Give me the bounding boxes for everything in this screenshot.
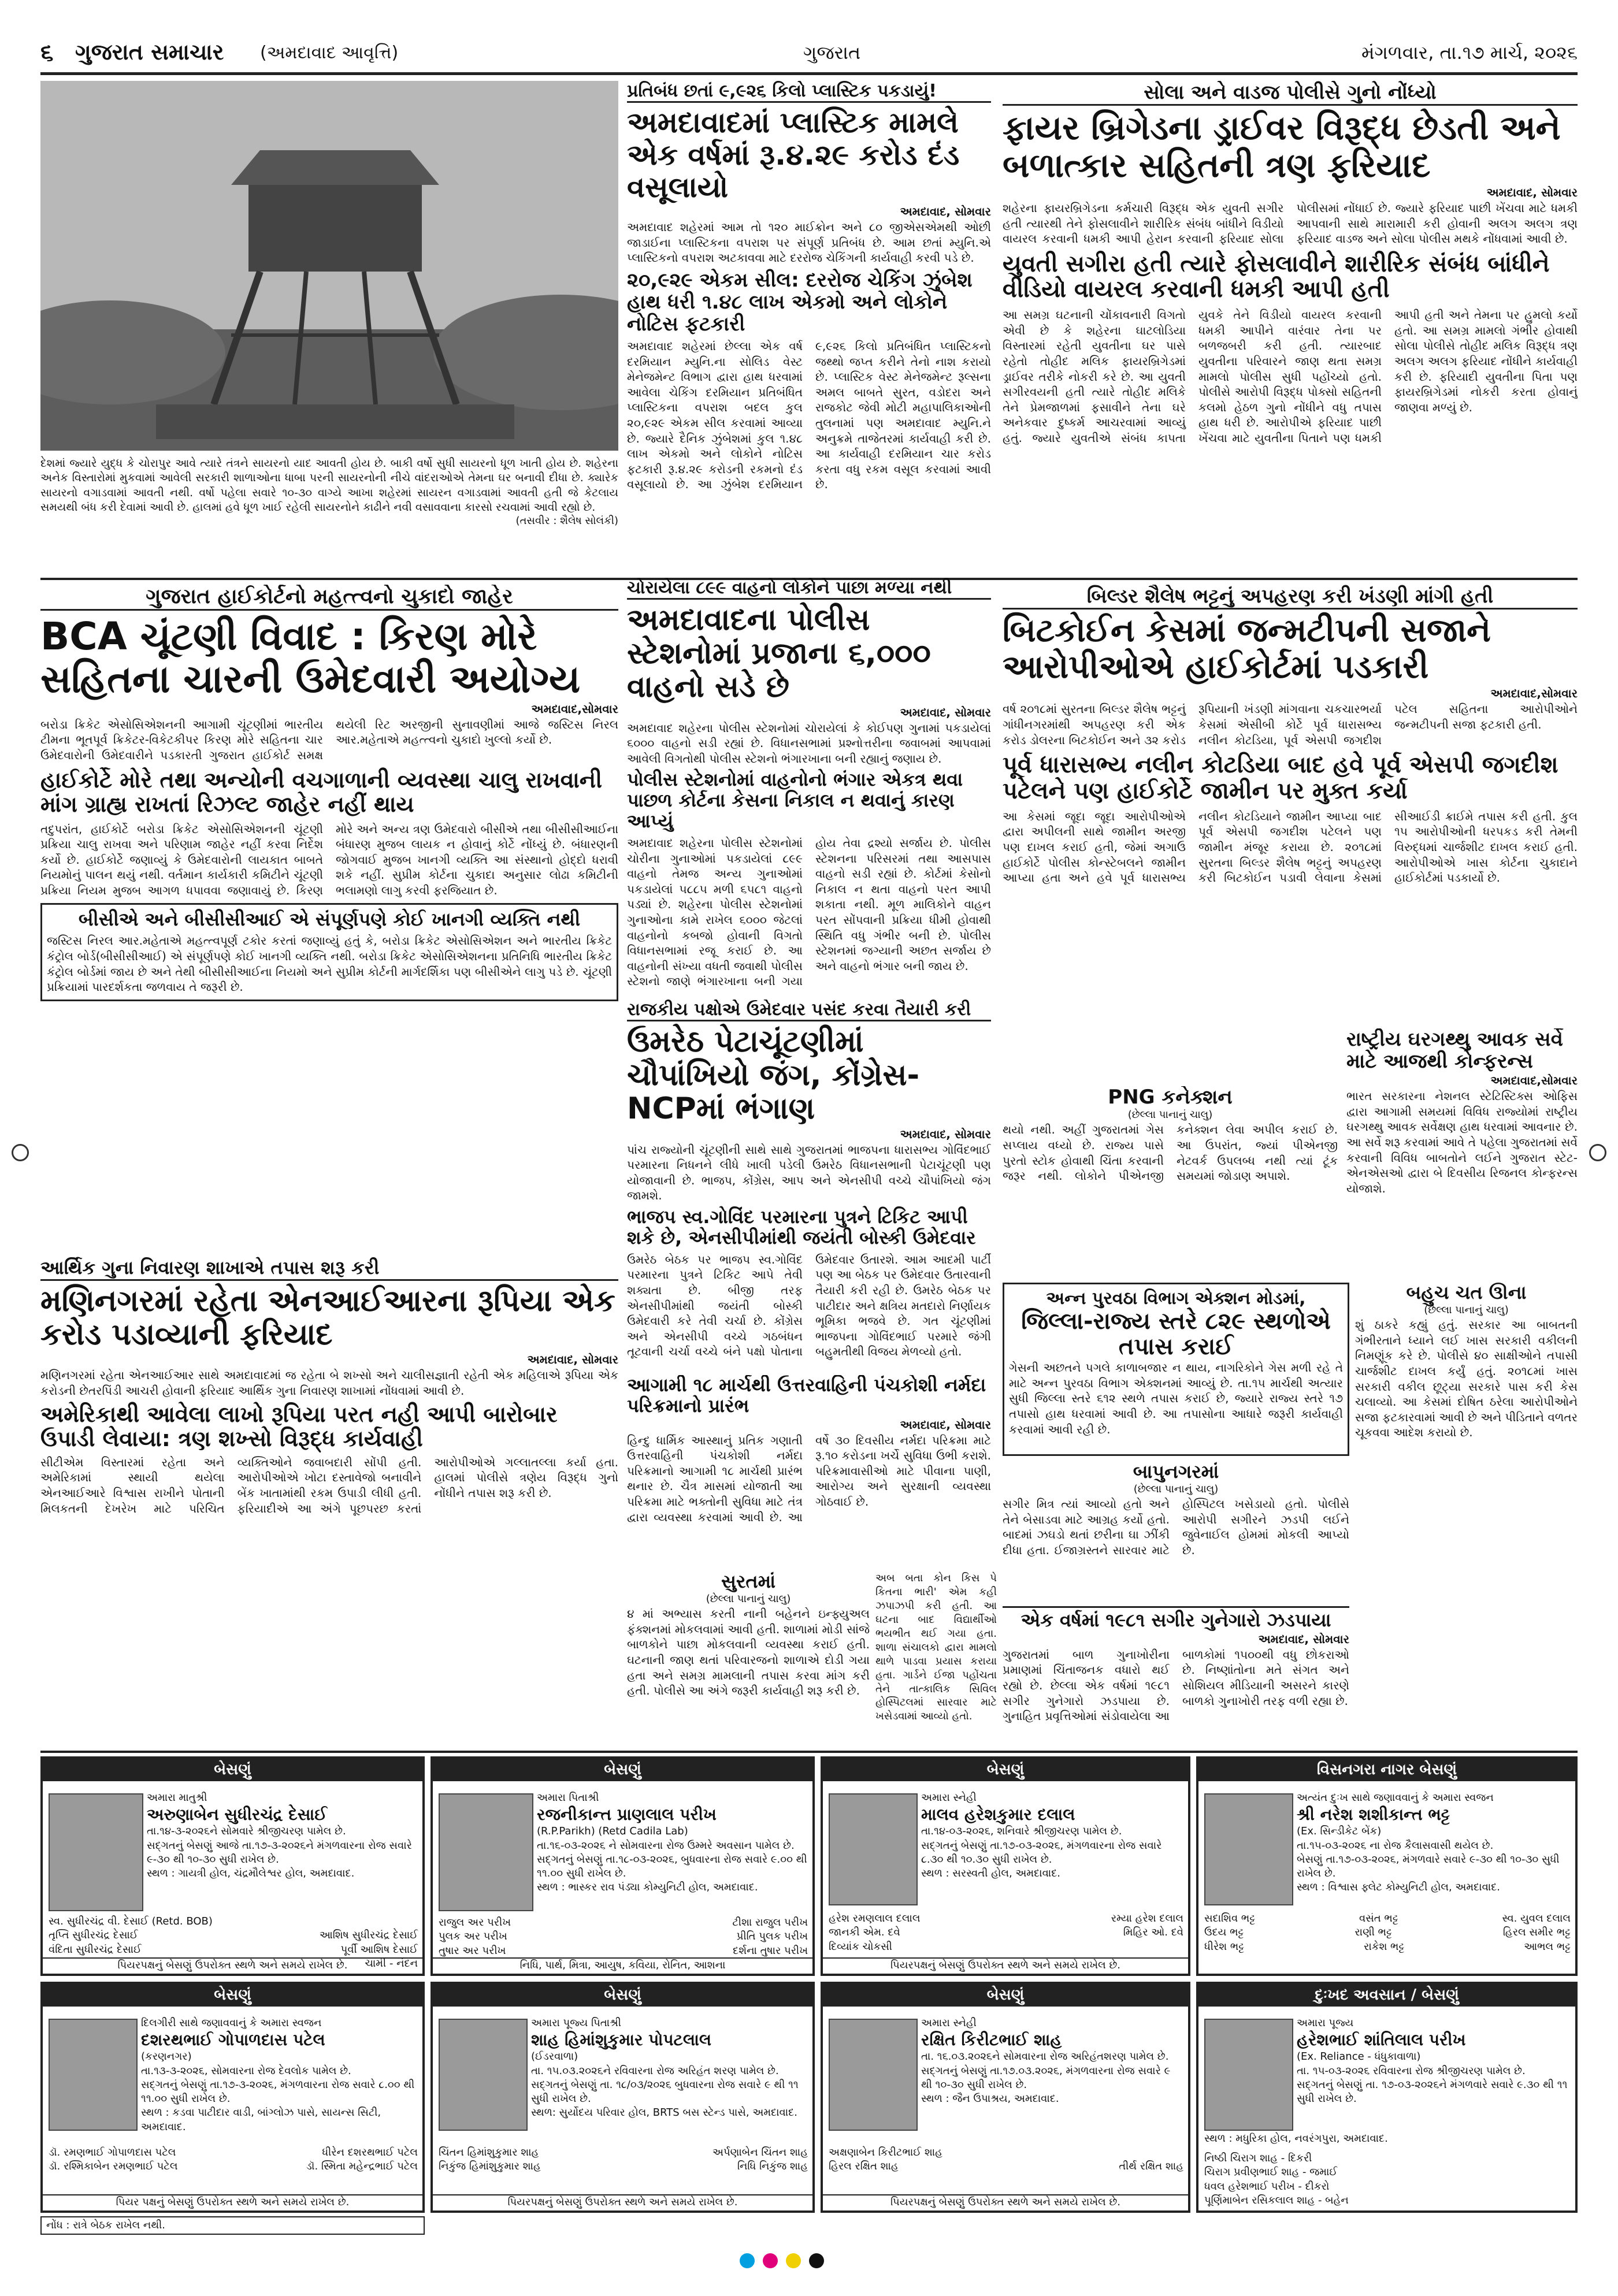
family-member: ચાર્મી - નંદન [365, 1957, 418, 1970]
color-dot [809, 2253, 824, 2268]
family-member: ધીરેશ ભટ્ટ [1204, 1940, 1245, 1953]
family-member: પૂર્ણિમાબેન રસિકલાલ શાહ - બહેન [1204, 2194, 1349, 2206]
color-dot [786, 2253, 801, 2268]
political-lead: પાંચ રાજ્યોની ચૂંટણીની સાથે સાથે ગુજરાતમાં ભાજપના ધારાસભ્ય ગોવિંદભાઈ પરમારના નિધનને લીધે ખાલી પડેલી ઉમરેઠ વિધાનસભાની પેટાચૂંટણી પણ યોજાવાની છે. ભાજપ, કોંગ્રેસ, આપ અને એનસીપી વચ્ચે ચૌપાંખિયો જંગ જામશે. [627, 1142, 991, 1203]
family-member: આભલ ભટ્ટ [1524, 1940, 1571, 1953]
obituary-line: તા. ૧૫.૦૩.૨૦૨૬ને રવિવારના રોજ અરિહંત શરણ પામેલ છે. [531, 2064, 779, 2077]
obituary-intro: અમારા પિતાશ્રી [537, 1792, 599, 1804]
bca-box-body: જસ્ટિસ નિરલ આર.મહેતાએ મહત્ત્વપૂર્ણ ટકોર કરતાં જણાવ્યું હતું કે, બરોડા ક્રિકેટ એસોસિએશન અને ભારતીય ક્રિકેટ કંટ્રોલ બોર્ડ(બીસીસીઆઈ) એ સંપૂર્ણપણે કોઈ ખાનગી વ્યક્તિ નથી. બરોડા ક્રિકેટ એસોસિએશનના પ્રતિનિધિ ભારતીય ક્રિકેટ કંટ્રોલ બોર્ડમાં જાય છે અને તેથી બીસીસીઆઈના નિયમો અને સુપ્રીમ કોર્ટની માર્ગદર્શિકા પણ બીસીએને લાગુ પડે છે. ચૂંટણી પ્રક્રિયામાં પારદર્શકતા જળવાય તે જરૂરી છે. [47, 934, 612, 994]
robbery-story [40, 1257, 618, 1736]
bca-headline: BCA ચૂંટણી વિવાદ : કિરણ મોરે સહિતના ચારની ઉમેદવારી અયોગ્ય [40, 614, 580, 701]
family-member: મિહિર ઓ. દવે [1123, 1926, 1183, 1939]
robbery-lead: મણિનગરમાં રહેતા એનઆઈઆર સાથે અમદાવાદમાં જ રહેતા બે શખ્સો અને ચાલીસજ્ઞાતી રહેતી એક મહિલાએ રૂપિયા એક કરોડની છેતરપિંડી આચરી હોવાની ફરિયાદ આર્થિક ગુના નિવારણ શાખામાં નોંધવામાં આવી છે. [40, 1368, 618, 1398]
obituary-name: હરેશભાઈ શાંતિલાલ પરીખ [1297, 2030, 1466, 2050]
family-member: પ્રીતિ પુલક પરીખ [736, 1930, 808, 1943]
vehicles-dateline: અમદાવાદ, સોમવાર [900, 705, 991, 719]
obituary-label: બેસણું [823, 1759, 1188, 1781]
color-dot [763, 2253, 778, 2268]
portrait-photo [439, 2019, 528, 2131]
narmada-story [627, 1375, 991, 1566]
obituary-footer: પિયરપક્ષનું બેસણું ઉપરોક્ત સ્થળે અને સમયે રાખેલ છે. [433, 2194, 812, 2209]
holi-story [1355, 1283, 1578, 1687]
ration-body: ગેસની અછતને પગલે કાળાબજાર ન થાય, નાગરિકોને ગેસ મળી રહે તે માટે અન્ન પુરવઠા વિભાગ એક્શનમાં આવ્યું છે. તા.૧૫ માર્ચથી અત્યાર સુધી જિલ્લા સ્તરે ૬૧૨ સ્થળે તપાસ કરાઈ છે, જ્યારે રાજ્ય સ્તરે ૧૭ તપાસો હાથ ધરવામાં આવી છે. આ તપાસોના આધારે જરૂરી કાર્યવાહી કરવામાં આવી રહી છે. [1009, 1361, 1343, 1436]
obituary-footer: પિયર પક્ષનું બેસણું ઉપરોક્ત સ્થળે અને સમયે રાખેલ છે. [43, 2194, 422, 2209]
obituary-line: તા.૧૪-૩-૨૦૨૬ને સોમવારે શ્રીજીચરણ પામેલ છે. [147, 1825, 346, 1838]
plastic-lead: અમદાવાદ શહેરમાં આમ તો ૧૨૦ માઈક્રોન અને ૮૦ જીએસએમથી ઓછી જાડાઈના પ્લાસ્ટિકના વપરાશ પર સંપૂર્ણ પ્રતિબંધ છે. આમ છતાં મ્યુનિ.એ પ્લાસ્ટિકનો વપરાશ અટકાવવા માટે દરરોજ ચેકિંગની કાર્યવાહી કરવી પડે છે. [627, 220, 991, 265]
obituary-label: દુઃખદ અવસાન / બેસણું [1198, 1984, 1575, 2007]
obituary-label: બેસણું [433, 1984, 812, 2007]
bitcoin-dateline: અમદાવાદ,સોમવાર [1490, 686, 1578, 701]
bca-dateline: અમદાવાદ,સોમવાર [531, 701, 618, 716]
robbery-dateline: અમદાવાદ, સોમવાર [527, 1353, 618, 1367]
bitcoin-story [1003, 585, 1578, 1024]
registration-mark [12, 1144, 29, 1161]
family-member: સદાશિવ ભટ્ટ [1204, 1912, 1256, 1925]
holi-continued: (છેલ્લા પાનાનું ચાલુ) [1424, 1303, 1509, 1316]
obituary-ad [431, 1982, 815, 2213]
family-member: દિવ્યાંક ચોકસી [829, 1940, 892, 1953]
obituary-line: બેસણું તા.૧૭-૦૩-૨૦૨૬, મંગળવારે સવારે ૯-૩૦ થી ૧૦-૩૦ સુધી રાખેલ છે. [1297, 1853, 1560, 1880]
bottom-note: નોંધ : રાત્રે બેઠક રાખેલ નથી. [40, 2216, 425, 2235]
obituary-ad [821, 1982, 1190, 2213]
plastic-kicker: પ્રતિબંધ છતાં ૯,૯૨૬ કિલો પ્લાસ્ટિક પકડાયું! [627, 81, 991, 103]
political-body: ઉમરેઠ બેઠક પર ભાજપ સ્વ.ગોવિંદ પરમારના પુત્રને ટિકિટ આપે તેવી શક્યતા છે. બીજી તરફ એનસીપીમાંથી જયંતી બોસ્કી ઉમેદવારી કરે તેવી ચર્ચા છે. કોંગ્રેસ અને એનસીપી વચ્ચે ગઠબંધન તૂટવાની ચર્ચા વચ્ચે બંને પક્ષો પોતાના ઉમેદવાર ઉતારશે. આમ આદમી પાર્ટી પણ આ બેઠક પર ઉમેદવાર ઉતારવાની તૈયારી કરી રહી છે. ઉમરેઠ બેઠક પર પાટીદાર અને ક્ષત્રિય મતદારો નિર્ણાયક ભૂમિકા ભજવે છે. ગત ચૂંટણીમાં ભાજપના ગોવિંદભાઈ પરમારે જંગી બહુમતીથી વિજય મેળવ્યો હતો. [627, 1252, 991, 1359]
bca-box-title: બીસીએ અને બીસીસીઆઈ એ સંપૂર્ણપણે કોઈ ખાનગી વ્યક્તિ નથી [78, 908, 581, 930]
family-member: આશિષ સુધીરચંદ્ર દેસાઈ [319, 1929, 418, 1942]
obituary-ad [431, 1756, 815, 1976]
family-member: ધીરેન દશરથભાઈ પટેલ [322, 2146, 418, 2158]
obituary-line: સ્થળ : વિશ્વાસ ફ્લેટ કોમ્યુનિટી હોલ, અમદાવાદ. [1297, 1881, 1501, 1894]
obituary-intro: દિલગીરી સાથે જણાવવાનું કે અમારા સ્વજન [141, 2017, 322, 2029]
family-member: સ્વ. સુધીરચંદ્ર વી. દેસાઈ (Retd. BOB) [49, 1915, 213, 1927]
juvenile-story [1003, 1606, 1349, 1745]
surat-body: ૪ માં અભ્યાસ કરતી નાની બહેનને ઇન્ફ્યુઅલ ફંક્શનમાં મોકલવામાં આવી હતી. શાળામાં મોડી સાંજે બાળકોને પાછા મોકલવાની વ્યવસ્થા કરાઈ હતી. ઘટનાની જાણ થતાં પરિવારજનો શાળાએ દોડી ગયા હતા અને સમગ્ર મામલાની તપાસ કરવા માંગ કરી હતી. પોલીસે આ અંગે જરૂરી કાર્યવાહી શરૂ કરી છે. [627, 1607, 870, 1698]
family-member: અર્પણાબેન ચિંતન શાહ [712, 2146, 808, 2158]
family-member: પુલક અર પરીખ [439, 1930, 507, 1943]
ration-story [1003, 1283, 1349, 1456]
vehicles-story [627, 578, 991, 994]
family-member: ચિંતન હિમાંશુકુમાર શાહ [439, 2146, 539, 2158]
obituary-ad [1196, 1982, 1578, 2213]
ration-headline: જિલ્લા-રાજ્ય સ્તરે ૮૨૯ સ્થળોએ તપાસ કરાઈ [1021, 1307, 1331, 1361]
obituary-intro: અમારા સ્નેહી [921, 1792, 977, 1804]
edition: (અમદાવાદ આવૃત્તિ) [260, 43, 399, 63]
png-continued: (છેલ્લા પાનાનું ચાલુ) [1127, 1109, 1213, 1121]
political-kicker: રાજકીય પક્ષોએ ઉમેદવાર પસંદ કરવા તૈયારી કરી [627, 1000, 991, 1021]
page-number: ૬ [40, 39, 54, 66]
portrait-photo [439, 1793, 533, 1911]
obituary-name: અરુણાબેન સુધીરચંદ્ર દેસાઈ [147, 1805, 327, 1825]
bapunagar-continued: (છેલ્લા પાનાનું ચાલુ) [1133, 1483, 1219, 1495]
portrait-photo [49, 1793, 143, 1911]
png-body: થયો નથી. અહીં ગુજરાતમાં ગેસ સપ્લાય વધ્યો છે. રાજ્ય પાસે પુરતો સ્ટોક હોવાથી ચિંતા કરવાની જરૂર નથી. લોકોને પીએનજી કનેક્શન લેવા અપીલ કરાઈ છે. આ ઉપરાંત, જ્યાં પીએનજી નેટવર્ક ઉપલબ્ધ નથી ત્યાં ટૂંક સમયમાં જોડાણ અપાશે. [1003, 1123, 1338, 1183]
obituary-line: સ્થળ : ભાસ્કર રાવ પંડ્યા કોમ્યુનિટી હોલ, અમદાવાદ. [537, 1881, 758, 1894]
family-member: ઉદય ભટ્ટ [1204, 1926, 1244, 1939]
vehicles-headline: અમદાવાદના પોલીસ સ્ટેશનોમાં પ્રજાના ૬,૦૦૦ વાહનો સડે છે [627, 603, 931, 705]
obituary-name: રજનીકાન્ત પ્રાણલાલ પરીખ [537, 1805, 717, 1825]
narmada-body: હિન્દુ ધાર્મિક આસ્થાનું પ્રતિક ગણાતી ઉત્તરવાહિની પંચકોશી નર્મદા પરિક્રમાનો આગામી ૧૮ માર્ચથી પ્રારંભ થનાર છે. ચૈત્ર માસમાં યોજાતી આ પરિક્રમા માટે ભક્તોની સુવિધા માટે તંત્ર દ્વારા વ્યવસ્થા કરવામાં આવી છે. આ વર્ષે ૩૦ દિવસીય નર્મદા પરિક્રમા માટે રૂ.૧૦ કરોડના ખર્ચે સુવિધા ઉભી કરાશે. પરિક્રમાવાસીઓ માટે પીવાના પાણી, આરોગ્ય અને સુરક્ષાની વ્યવસ્થા ગોઠવાઈ છે. [627, 1433, 991, 1524]
robbery-kicker: આર્થિક ગુના નિવારણ શાખાએ તપાસ શરૂ કરી [40, 1257, 618, 1281]
vehicles-kicker: ચોરાયેલા ૮૯૯ વાહનો લોકોને પાછા મળ્યા નથી [627, 578, 991, 600]
family-member: રાકેશ ભટ્ટ [1364, 1940, 1405, 1953]
obituary-sub: (ઈડરવાળા) [531, 2050, 578, 2063]
section-name: ગુજરાત [803, 42, 861, 64]
obituary-intro: અમારા માતુશ્રી [147, 1792, 207, 1804]
fire-body: આ સમગ્ર ઘટનાની ચોંકાવનારી વિગતો એવી છે કે શહેરના ઘાટલોડિયા વિસ્તારમાં રહેતી યુવતીના ઘર પાસે રહેતો તોહીદ મલિક ફાયરબ્રિગેડમાં ડ્રાઈવર તરીકે નોકરી કરે છે. આ યુવતી સગીરવયની હતી ત્યારે તોહીદ મલિકે તેને પ્રેમજાળમાં ફસાવીને તેના ઘરે અનેકવાર દુષ્કર્મ આચરવામાં આવ્યું હતું. જ્યારે યુવતીએ સંબંધ કાપતા યુવકે તેને વિડીયો વાયરલ કરવાની ધમકી આપીને વારંવાર તેના પર બળજબરી કરી હતી. ત્યારબાદ યુવતીના પરિવારને જાણ થતા સમગ્ર મામલો પોલીસ સુધી પહોંચ્યો હતો. પોલીસે આરોપી વિરૂદ્ધ પોક્સો સહિતની કલમો હેઠળ ગુનો નોંધીને વધુ તપાસ હાથ ધરી છે. આરોપીએ ફરિયાદ પાછી ખેંચવા માટે યુવતીના પિતાને પણ ધમકી આપી હતી અને તેમના પર હુમલો કર્યો હતો. આ સમગ્ર મામલો ગંભીર હોવાથી સોલા પોલીસે તોહીદ મલિક વિરૂદ્ધ ત્રણ અલગ અલગ ફરિયાદ નોંધીને કાર્યવાહી કરી છે. ફરિયાદી યુવતીના પિતા પણ ફાયરબ્રિગેડમાં નોકરી કરતા હોવાનું જાણવા મળ્યું છે. [1003, 308, 1578, 445]
family-member: ધવલ હરેશભાઈ પરીખ - દીકરો [1204, 2180, 1330, 2193]
water-tank-photo [40, 81, 618, 451]
obituary-line: તા. ૧૫-૦૩-૨૦૨૬ રવિવારના રોજ શ્રીજીચરણ પામેલ છે. [1297, 2064, 1526, 2077]
bca-lead: બરોડા ક્રિકેટ એસોસિએશનની આગામી ચૂંટણીમાં ભારતીય ટીમના ભૂતપૂર્વ ક્રિકેટર-વિકેટકીપર કિરણ મોરે સહિતના ચાર ઉમેદવારોની ઉમેદવારીને પડકારતી ગુજરાત હાઈકોર્ટ સમક્ષ થયેલી રિટ અરજીની સુનાવણીમાં આજે જસ્ટિસ નિરલ આર.મહેતાએ મહત્ત્વનો ચુકાદો ખુલ્લો કર્યો છે. [40, 717, 618, 762]
family-member: હરેશ રમણલાલ દલાલ [829, 1912, 921, 1925]
fire-headline: ફાયર બ્રિગેડના ડ્રાઈવર વિરૂદ્ધ છેડતી અને બળાત્કાર સહિતની ત્રણ ફરિયાદ [1003, 108, 1561, 185]
family-member: ડૉ. રમણભાઈ ગોપાળદાસ પટેલ [49, 2146, 176, 2158]
bapunagar-body: સગીર મિત્ર ત્યાં આવ્યો હતો અને તેને બેસાડવા માટે આગ્રહ કર્યો હતો. બાદમાં ઝઘડો થતાં છરીના ઘા ઝીંકી દીધા હતા. ઈજાગ્રસ્તને સારવાર માટે હોસ્પિટલ ખસેડાયો હતો. પોલીસે આરોપી સગીરને ઝડપી લઈને જુવેનાઈલ હોમમાં મોકલી આપ્યો છે. [1003, 1497, 1349, 1557]
obituary-label: બેસણું [43, 1759, 422, 1781]
family-member: તીર્થ રક્ષિત શાહ [1119, 2160, 1183, 2173]
fire-story [1003, 81, 1578, 572]
obituary-ad [40, 1756, 425, 1976]
robbery-headline: મણિનગરમાં રહેતા એનઆઈઆરના રૂપિયા એક કરોડ પડાવ્યાની ફરિયાદ [40, 1284, 615, 1353]
obituary-line: સ્થળ : ગાયત્રી હોલ, ચંદ્રમૌલેશ્વર હોલ, અમદાવાદ. [147, 1867, 355, 1880]
portrait-photo [1204, 2019, 1293, 2131]
surat-story [627, 1571, 870, 1745]
obituary-footer: પિયરપક્ષનું બેસણું ઉપરોક્ત સ્થળે અને સમયે રાખેલ છે. [823, 2194, 1188, 2209]
family-member: સ્વ. યુવલ દલાલ [1502, 1912, 1571, 1925]
vehicles-body: અમદાવાદ શહેરના પોલીસ સ્ટેશનોમાં ચોરીના ગુનાઓમાં પકડાયેલાં ૮૯૯ વાહનો તેમજ અન્ય ગુનાઓમાં પકડાયેલાં ૫૮૮૫ મળી ૬૫૮૧ વાહનો પડ્યાં છે. શહેરના પોલીસ સ્ટેશનોમાં ગુનાઓના કામે રાખેલ ૬૦૦૦ જેટલાં વાહનોનો કબજો હોવાની વિગતો વિધાનસભામાં રજૂ કરાઈ છે. આ વાહનોની સંખ્યા વધતી જવાથી પોલીસ સ્ટેશનો જાણે ભંગારખાના બની ગયા હોય તેવા દ્રશ્યો સર્જાય છે. પોલીસ સ્ટેશનના પરિસરમાં તથા આસપાસ વાહનો સડી રહ્યાં છે. કોર્ટમાં કેસોનો નિકાલ ન થતા વાહનો પરત આપી શકાતા નથી. મૂળ માલિકોને વાહન પરત સોંપવાની પ્રક્રિયા ધીમી હોવાથી સ્થિતિ વધુ ગંભીર બની છે. પોલીસ સ્ટેશનમાં જગ્યાની અછત સર્જાય છે અને વાહનો ભંગાર બની જાય છે. [627, 835, 991, 989]
family-member: રમ્યા હરેશ દલાલ [1111, 1912, 1183, 1925]
narmada-headline: આગામી ૧૮ માર્ચથી ઉત્તરવાહિની પંચકોશી નર્મદા પરિક્રમાનો પ્રારંભ [627, 1375, 986, 1417]
obituary-name: શ્રી નરેશ શશીકાન્ત ભટ્ટ [1297, 1805, 1450, 1825]
obituary-label: બેસણું [43, 1984, 422, 2007]
family-member: હિરલ રક્ષિત શાહ [829, 2160, 899, 2173]
portrait-photo [829, 1793, 918, 1905]
kya-story [875, 1571, 997, 1745]
plastic-story [627, 81, 991, 572]
family-member: તુષાર અર પરીખ [439, 1944, 506, 1957]
bca-kicker: ગુજરાત હાઈકોર્ટનો મહત્ત્વનો ચુકાદો જાહેર [40, 585, 618, 611]
obituary-footer: પિયરપક્ષનું બેસણું ઉપરોક્ત સ્થળે અને સમયે રાખેલ છે. [43, 1957, 422, 1972]
family-member: અક્ષણાબેન કિરીટભાઈ શાહ [829, 2146, 942, 2158]
family-member: તૃપ્તિ સુધીરચંદ્ર દેસાઈ [49, 1929, 138, 1942]
obituary-line: સદ્ગતનું બેસણું આજે તા.૧૭-૩-૨૦૨૬ને મંગળવારના રોજ સવારે ૯-૩૦ થી ૧૦-૩૦ સુધી રાખેલ છે. [147, 1839, 412, 1866]
obituary-sub: (કરણનગર) [141, 2050, 192, 2063]
ration-kicker: અન્ન પુરવઠા વિભાગ એક્શન મોડમાં, [1046, 1288, 1306, 1309]
family-member: ડૉ. સ્મિતા મહેન્દ્રભાઈ પટેલ [306, 2160, 418, 2173]
fire-lead: શહેરના ફાયરબ્રિગેડના કર્મચારી વિરૂદ્ધ એક યુવતી સગીર હતી ત્યારથી તેને ફોસલાવીને શારીરિક સંબંધ બાંધીને વિડીયો વાયરલ કરવાની ધમકી આપી હેરાન કરવાની ફરિયાદ સોલા પોલીસમાં નોંધાઈ છે. જ્યારે ફરિયાદ પાછી ખેંચવા માટે ધમકી આપવાની સાથે મારામારી કરી હોવાની અલગ અલગ ત્રણ ફરિયાદ વાડજ અને સોલા પોલીસ મથકે નોંધવામાં આવી છે. [1003, 200, 1578, 246]
obituary-line: તા.૧૫-૦૩-૨૦૨૬ ના રોજ કૈલાસવાસી થયેલ છે. [1297, 1839, 1494, 1852]
political-subhead: ભાજપ સ્વ.ગોવિંદ પરમારના પુત્રને ટિકિટ આપી શકે છે, એનસીપીમાંથી જયંતી બોસ્કી ઉમેદવાર [627, 1206, 976, 1249]
date: મંગળવાર, તા.૧૭ માર્ચ, ૨૦૨૬ [1361, 42, 1578, 64]
photo-caption: દેશમાં જ્યારે યુદ્ધ કે ચોરાપુર આવે ત્યારે તંત્રને સાયરનો યાદ આવતી હોય છે. બાકી વર્ષો સુધી સાયરનો ધૂળ ખાતી હોય છે. શહેરના અનેક વિસ્તારોમાં મુકવામાં આવેલી સરકારી શાળાઓના ધાબા પરની સાયરનોની નીચે વાંદરાઓએ તેમના ઘર બનાવી દીધા છે. ક્યારેક સાયરનો વગાડવામાં આવતી નથી. વર્ષો પહેલા સવારે ૧૦-૩૦ વાગ્યે આખા શહેરમાં સાયરન વગાડવામાં આવતી હતી જે કેટલાય સમયથી બંધ કરી દેવામાં આવી છે. હાલમાં હવે ધૂળ ખાઈ રહેલી સાયરનોને કાઢીને નવી વસાવવાના કારસો રચવામાં આવી રહ્યો છે. [40, 457, 618, 514]
census-headline: રાષ્ટ્રીય ઘરગથ્થુ આવક સર્વે માટે આજથી કોન્ફરન્સ [1346, 1028, 1563, 1073]
family-member: ડૉ. રશ્મિકાબેન રમણભાઈ પટેલ [49, 2160, 178, 2173]
family-member: રાજુલ અર પરીખ [439, 1916, 511, 1929]
bapunagar-story [1003, 1462, 1349, 1600]
plastic-body: અમદાવાદ શહેરમાં છેલ્લા એક વર્ષ દરમિયાન મ્યુનિ.ના સોલિડ વેસ્ટ મેનેજમેન્ટ વિભાગ દ્વારા હાથ ધરવામાં આવેલા ચેકિંગ દરમિયાન પ્રતિબંધિત પ્લાસ્ટિકના વપરાશ બદલ કુલ ૨૦,૯૨૯ એકમ સીલ કરવામાં આવ્યા છે. જ્યારે દૈનિક ઝુંબેશમાં કુલ ૧.૪૮ લાખ એકમો અને લોકોને નોટિસ ફટકારી રૂ.૪.૨૯ કરોડની રકમનો દંડ વસૂલાયો છે. આ ઝુંબેશ દરમિયાન ૯,૯૨૬ કિલો પ્રતિબંધિત પ્લાસ્ટિકનો જથ્થો જપ્ત કરીને તેનો નાશ કરાયો છે. પ્લાસ્ટિક વેસ્ટ મેનેજમેન્ટ રૂલ્સના અમલ બાબતે સુરત, વડોદરા અને રાજકોટ જેવી મોટી મહાપાલિકાઓની તુલનામાં પણ અમદાવાદ મ્યુનિ.ને અનુક્રમે તાજેતરમાં કાર્યવાહી કરી છે. આ કાર્યવાહી દરમિયાન ચાર કરોડ કરતા વધુ રકમ વસૂલ કરવામાં આવી છે. [627, 339, 991, 492]
political-dateline: અમદાવાદ, સોમવાર [900, 1127, 991, 1141]
plastic-headline: અમદાવાદમાં પ્લાસ્ટિક મામલે એક વર્ષમાં રૂ.૪.૨૯ કરોડ દંડ વસૂલાયો [627, 106, 960, 204]
obituary-name: દશરથભાઈ ગોપાળદાસ પટેલ [141, 2030, 325, 2050]
png-story [1003, 1086, 1338, 1277]
juvenile-dateline: અમદાવાદ, સોમવાર [1258, 1632, 1349, 1646]
obituary-footer: નિધિ, પાર્થ, મિત્રા, આયુષ, કવિયા, રોનિત, આશના [433, 1957, 812, 1972]
vehicles-lead: અમદાવાદ શહેરના પોલીસ સ્ટેશનોમાં ચોરાયેલાં કે કોઈપણ ગુનામાં પકડાયેલાં ૬૦૦૦ વાહનો સડી રહ્યાં છે. વિધાનસભામાં પ્રશ્નોત્તરીના જવાબમાં આપવામાં આવેલી વિગતોથી પોલીસ સ્ટેશનો ભંગારખાના બની રહ્યાનું જણાય છે. [627, 720, 991, 766]
bca-subhead: હાઈકોર્ટે મોરે તથા અન્યોની વચગાળાની વ્યવસ્થા ચાલુ રાખવાની માંગ ગ્રાહ્ય રાખતાં રિઝલ્ટ જાહેર નહીં થાય [40, 767, 602, 818]
portrait-photo [829, 2019, 918, 2131]
family-member: રાણી ભટ્ટ [1354, 1926, 1392, 1939]
family-member: દર્શના તુષાર પરીખ [733, 1944, 808, 1957]
plastic-subhead: ૨૦,૯૨૯ એકમ સીલ: દરરોજ ચેકિંગ ઝુંબેશ હાથ ધરી ૧.૪૮ લાખ એકમો અને લોકોને નોટિસ ફટકારી [627, 268, 973, 336]
photo-credit: (તસવીર : શૈલેષ સોલંકી) [515, 515, 618, 527]
family-member: વસંત ભટ્ટ [1359, 1912, 1398, 1925]
obituary-intro: અમારા પૂજ્ય [1297, 2017, 1354, 2029]
obituary-line: સ્થળ : સરસ્વતી હોલ, અમદાવાદ. [921, 1867, 1061, 1880]
family-member: ટીશા રાજુલ પરીખ [732, 1916, 808, 1929]
color-dot [740, 2253, 755, 2268]
political-story [627, 1000, 991, 1369]
obituary-footer: પિયરપક્ષનું બેસણું ઉપરોક્ત સ્થળે અને સમયે રાખેલ છે. [823, 1957, 1188, 1972]
obituary-intro: અત્યંત દુઃખ સાથે જણાવવાનું કે અમારા સ્વજન [1297, 1792, 1494, 1804]
obituary-label: વિસનગરા નાગર બેસણું [1198, 1759, 1575, 1781]
narmada-dateline: અમદાવાદ, સોમવાર [900, 1417, 991, 1432]
juvenile-body: ગુજરાતમાં બાળ ગુનાખોરીના પ્રમાણમાં ચિંતાજનક વધારો થઈ રહ્યો છે. છેલ્લા એક વર્ષમાં ૧૯૮૧ સગીર ગુનેગારો ઝડપાયા છે. ગુનાહિત પ્રવૃત્તિઓમાં સંડોવાયેલા આ બાળકોમાં ૧૫૦૦થી વધુ છોકરાઓ છે. નિષ્ણાંતોના મતે સંગત અને સોશિયલ મીડિયાની અસરને કારણે બાળકો ગુનાખોરી તરફ વળી રહ્યા છે. [1003, 1647, 1349, 1723]
obituary-sub: (R.P.Parikh) (Retd Cadila Lab) [537, 1825, 688, 1838]
bca-body: તદુપરાંત, હાઈકોર્ટે બરોડા ક્રિકેટ એસોસિએશનની ચૂંટણી પ્રક્રિયા ચાલુ રાખવા અને પરિણામ જાહેર નહીં કરવા નિર્દેશ કર્યો છે. હાઈકોર્ટે જણાવ્યું કે ઉમેદવારોની લાયકાત બાબતે નિયમોનું પાલન થયું નથી. વર્તમાન કાર્યકારી કમિટીને ચૂંટણી પ્રક્રિયા નિયમ મુજબ આગળ ધપાવવા જણાવાયું છે. કિરણ મોરે અને અન્ય ત્રણ ઉમેદવારો બીસીએ તથા બીસીસીઆઈના બંધારણ મુજબ લાયક ન હોવાનું કોર્ટે નોંધ્યું છે. બંધારણની જોગવાઈ મુજબ ખાનગી વ્યક્તિ આ સંસ્થાનો હોદ્દો ધરાવી શકે નહીં. સુપ્રીમ કોર્ટના ચુકાદા અનુસાર લોઢા કમિટીની ભલામણો લાગુ કરવી ફરજિયાત છે. [40, 822, 618, 898]
plastic-dateline: અમદાવાદ, સોમવાર [900, 205, 991, 218]
vehicles-subhead: પોલીસ સ્ટેશનોમાં વાહનોનો ભંગાર એકત્ર થવા પાછળ કોર્ટના કેસના નિકાલ ન થવાનું કારણ આપ્યું [627, 768, 963, 833]
surat-continued: (છેલ્લા પાનાનું ચાલુ) [706, 1592, 791, 1605]
png-headline: PNG કનેક્શન [1108, 1086, 1233, 1109]
census-story [1346, 1028, 1578, 1277]
portrait-photo [49, 2019, 138, 2131]
obituary-intro: અમારા પૂજ્ય પિતાશ્રી [531, 2017, 621, 2029]
kya-body: અબ બતા કોન કિસ પે કિતના ભારી' એમ કહી ઝપાઝપી કરી હતી. આ ઘટના બાદ વિદ્યાર્થીઓ ભયભીત થઈ ગયા હતા. શાળા સંચાલકો દ્વારા મામલો થાળે પાડવા પ્રયાસ કરાયા હતા. ગાર્ડને ઈજા પહોંચતા તેને તાત્કાલિક સિવિલ હોસ્પિટલમાં સારવાર માટે ખસેડવામાં આવ્યો હતો. [875, 1572, 997, 1723]
registration-mark [1589, 1144, 1606, 1161]
obituary-sub: (Ex. સિન્ડીકેટ બેંક) [1297, 1825, 1382, 1838]
portrait-photo [1204, 1793, 1293, 1905]
political-headline: ઉમરેઠ પેટાચૂંટણીમાં ચૌપાંખિયો જંગ, કોંગ્રેસ-NCPમાં ભંગાણ [627, 1024, 920, 1127]
obituary-line: તા.૧૬-૦૩-૨૦૨૬ ને સોમવારના રોજ ઉમ્મરે અવસાન પામેલ છે. [537, 1839, 795, 1852]
holi-body: શું ઠાકરે કહ્યું હતું. સરકાર આ બાબતની ગંભીરતાને ધ્યાને લઈ ખાસ સરકારી વકીલની નિમણૂંક કરે છે. પોલીસે ૪૦ સાક્ષીઓને તપાસી ચાર્જશીટ દાખલ કર્યું હતું. ૨૦૧૮માં ખાસ સરકારી વકીલ છૂટ્યા સરકારે પાસ કરી કેસ ચલાવ્યો. આ કેસમાં દોષિત ઠરેલા આરોપીઓને સજા ફટકારવામાં આવી છે અને પીડિતાને વળતર ચૂકવવા આદેશ કરાયો છે. [1355, 1318, 1578, 1440]
census-body: ભારત સરકારના નેશનલ સ્ટેટિસ્ટિક્સ ઓફિસ દ્વારા આગામી સમયમાં વિવિધ રાજ્યોમાં રાષ્ટ્રીય ઘરગથ્થુ આવક સર્વેક્ષણ હાથ ધરવામાં આવનાર છે. આ સર્વે શરૂ કરવામાં આવે તે પહેલા ગુજરાતમાં સર્વે કરવાની વિવિધ બાબતોને લઈને ગુજરાત સ્ટેટ-એનએસઓ દ્વારા બે દિવસીય રિજનલ કોન્ફરન્સ યોજાશે. [1346, 1089, 1578, 1195]
robbery-body: સીટીએમ વિસ્તારમાં રહેતા અને અમેરિકામાં સ્થાયી થયેલા એનઆઈઆરે વિશ્વાસ રાખીને પોતાની મિલકતની દેખરેખ માટે પરિચિત વ્યક્તિઓને જવાબદારી સોંપી હતી. આરોપીઓએ ખોટા દસ્તાવેજો બનાવીને બેંક ખાતામાંથી રકમ ઉપાડી લીધી હતી. ફરિયાદીએ આ અંગે પૂછપરછ કરતાં આરોપીઓએ ગલ્લાતલ્લા કર્યા હતા. હાલમાં પોલીસે ત્રણેય વિરૂદ્ધ ગુનો નોંધીને તપાસ શરૂ કરી છે. [40, 1455, 618, 1515]
family-member: ચિરાગ પ્રવીણભાઈ શાહ - જમાઈ [1204, 2166, 1338, 2179]
obituary-name: માલવ હરેશકુમાર દલાલ [921, 1805, 1075, 1825]
bitcoin-subhead: પૂર્વ ધારાસભ્ય નલીન કોટડિયા બાદ હવે પૂર્વ એસપી જગદીશ પટેલને પણ હાઈકોર્ટે જામીન પર મુક્ત કર્યા [1003, 752, 1558, 805]
family-member: વંદિતા સુધીરચંદ્ર દેસાઈ [49, 1943, 142, 1956]
obituary-name: રક્ષિત કિરીટભાઈ શાહ [921, 2030, 1062, 2050]
obituary-label: બેસણું [823, 1984, 1188, 2007]
bca-story [40, 585, 618, 1249]
divider [40, 1751, 1578, 1753]
obituary-line: સદ્ગતનું બેસણું તા.૧૭-૩-૨૦૨૬, મંગળવારના રોજ સવારે ૮.૦૦ થી ૧૧.૦૦ સુધી રાખેલ છે. [141, 2078, 415, 2105]
robbery-subhead: અમેરિકાથી આવેલા લાખો રૂપિયા પરત નહી આપી બારોબાર ઉપાડી લેવાયા: ત્રણ શખ્સો વિરૂદ્ધ કાર્યવાહી [40, 1401, 558, 1452]
juvenile-headline: એક વર્ષમાં ૧૯૮૧ સગીર ગુનેગારો ઝડપાયા [1003, 1606, 1349, 1631]
family-member: પૂર્વી આશિષ દેસાઈ [340, 1943, 418, 1956]
obituary-intro: અમારા સ્નેહી [921, 2017, 977, 2029]
obituary-sub: (Ex. Reliance - ધંધુકાવાળા) [1297, 2050, 1421, 2063]
surat-headline: સુરતમાં [721, 1571, 776, 1592]
holi-headline: બહુચ ચત ઊના [1406, 1283, 1527, 1303]
obituary-ad [40, 1982, 425, 2213]
obituary-ad [821, 1756, 1190, 1976]
bitcoin-headline: બિટકોઈન કેસમાં જન્મટીપની સજાને આરોપીઓએ હાઈકોર્ટમાં પડકારી [1003, 612, 1491, 686]
obituary-line: સદ્ગતનું બેસણું તા. ૧૭-૦૩-૨૦૨૬ને મંગળવારે સવારે ૯.૩૦ થી ૧૧ સુધી રાખેલ છે. [1297, 2078, 1568, 2105]
obituary-line: સદ્ગતનું બેસણું તા.૧૭.૦૩.૨૦૨૬, મંગળવારના રોજ સવારે ૯ થી ૧૦-૩૦ સુધી રાખેલ છે. [921, 2064, 1171, 2091]
paper-name: ગુજરાત સમાચાર [75, 39, 224, 65]
bca-box [40, 903, 618, 1001]
obituary-line: સ્થળ: સુર્યોદય પરિવાર હોલ, BRTS બસ સ્ટેન્ડ પાસે, અમદાવાદ. [531, 2106, 797, 2119]
obituary-line: સદ્ગતનું બેસણું તા.૧૭-૦૩-૨૦૨૬, મંગળવારના રોજ સવારે ૮.૩૦ થી ૧૦.૩૦ સુધી રાખેલ છે. [921, 1839, 1162, 1866]
obituary-line: તા. ૧૬.૦૩.૨૦૨૬ને સોમવારના રોજ અરિહંતશરણ પામેલ છે. [921, 2050, 1169, 2063]
bapunagar-headline: બાપુનગરમાં [1133, 1462, 1219, 1483]
census-dateline: અમદાવાદ,સોમવાર [1490, 1073, 1578, 1088]
bitcoin-body: આ કેસમાં જૂદા જૂદા આરોપીઓએ દ્વારા અપીલની સાથે જામીન અરજી પણ દાખલ કરાઈ હતી, જેમાં અગાઉ હાઈકોર્ટે પોલીસ કોન્સ્ટેબલને જામીન આપ્યા હતા અને હવે પૂર્વ ધારાસભ્ય નલીન કોટડિયાને જામીન આપ્યા બાદ પૂર્વ એસપી જગદીશ પટેલને પણ જામીન મંજૂર કરાયા છે. ૨૦૧૮માં સુરતના બિલ્ડર શૈલેષ ભટ્ટનું અપહરણ કરી બિટકોઈન પડાવી લેવાના કેસમાં સીઆઈડી ક્રાઈમે તપાસ કરી હતી. કુલ ૧૫ આરોપીઓની ધરપકડ કરી તેમની વિરુદ્ધમાં ચાર્જશીટ દાખલ કરાઈ હતી. આરોપીઓએ ખાસ કોર્ટના ચુકાદાને હાઈકોર્ટમાં પડકાર્યો છે. [1003, 809, 1578, 885]
obituary-name: શાહ હિમાંશુકુમાર પોપટલાલ [531, 2030, 712, 2050]
obituary-line: તા.૧૩-૩-૨૦૨૬, સોમવારના રોજ દેવલોક પામેલ છે. [141, 2064, 351, 2077]
fire-dateline: અમદાવાદ, સોમવાર [1486, 185, 1578, 199]
obituary-line: સ્થળ : મધુરિકા હોલ, નવરંગપુરા, અમદાવાદ. [1204, 2132, 1388, 2145]
masthead [40, 36, 1578, 75]
fire-subhead: યુવતી સગીરા હતી ત્યારે ફોસલાવીને શારીરિક સંબંધ બાંધીને વીડિયો વાયરલ કરવાની ધમકી આપી હતી [1003, 250, 1550, 303]
family-member: નિકુંજ હિમાંશુકુમાર શાહ [439, 2160, 541, 2173]
family-member: જાનકી એમ. દવે [829, 1926, 900, 1939]
obituary-line: સદ્ગતનું બેસણું તા.૧૮-૦૩-૨૦૨૬, બુધવારના રોજ સવારે ૯.૦૦ થી ૧૧.૦૦ સુધી રાખેલ છે. [537, 1853, 807, 1880]
obituary-line: સ્થળ : જૈન ઉપાશ્રય, અમદાવાદ. [921, 2093, 1059, 2105]
family-member: નિષ્ઠી ચિરાગ શાહ - દિકરી [1204, 2152, 1312, 2164]
bitcoin-kicker: બિલ્ડર શૈલેષ ભટ્ટનું અપહરણ કરી ખંડણી માંગી હતી [1003, 585, 1578, 610]
obituary-label: બેસણું [433, 1759, 812, 1781]
obituary-ad [1196, 1756, 1578, 1976]
obituary-line: તા.૧૪-૦૩-૨૦૨૬, શનિવારે શ્રીજીચરણ પામેલ છે. [921, 1825, 1122, 1838]
obituary-line: સદ્ગતનું બેસણું તા. ૧૮/૦૩/૨૦૨૬ બુધવારના રોજ સવારે ૯ થી ૧૧ સુધી રાખેલ છે. [531, 2078, 799, 2105]
water-tank-story [40, 81, 618, 555]
family-member: નિધિ નિકુંજ શાહ [737, 2160, 808, 2173]
obituary-line: સ્થળ : કડવા પાટીદાર વાડી, બાંગ્લોઝ પાસે, સાયન્સ સિટી, અમદાવાદ. [141, 2106, 381, 2133]
fire-kicker: સોલા અને વાડજ પોલીસે ગુનો નોંધ્યો [1003, 81, 1578, 106]
bitcoin-lead: વર્ષ ૨૦૧૮માં સુરતના બિલ્ડર શૈલેષ ભટ્ટનું ગાંધીનગરમાંથી અપહરણ કરી એક કરોડ ડોલરના બિટકોઈન અને ૩૨ કરોડ રૂપિયાની ખંડણી માંગવાના ચકચારભર્યા કેસમાં એસીબી કોર્ટે પૂર્વ ધારાસભ્ય નલીન કોટડિયા, પૂર્વ એસપી જગદીશ પટેલ સહિતના આરોપીઓને જન્મટીપની સજા ફટકારી હતી. [1003, 702, 1578, 747]
family-member: હિરલ સમીર ભટ્ટ [1502, 1926, 1571, 1939]
